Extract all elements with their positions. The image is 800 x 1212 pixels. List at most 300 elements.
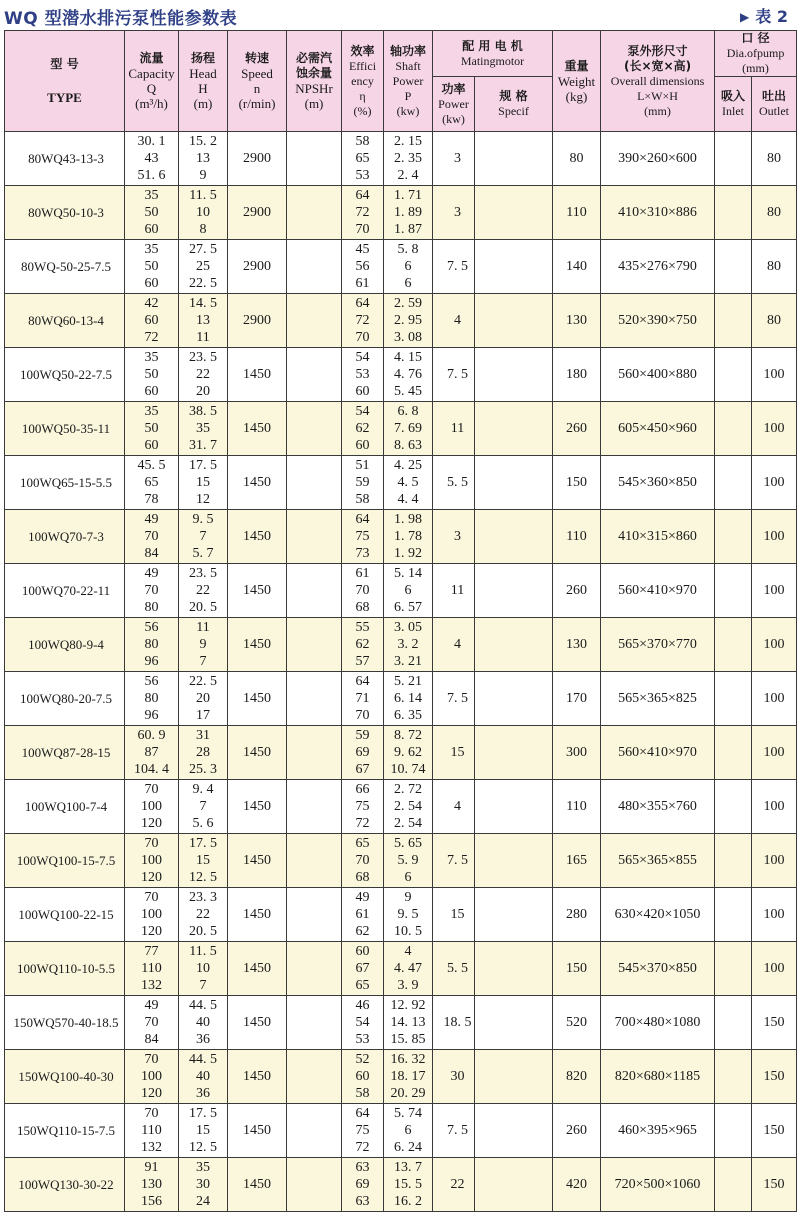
cell-dimensions: 560×410×970: [601, 564, 715, 618]
cell-head-value: 17. 5: [189, 458, 217, 473]
cell-efficiency: [342, 888, 384, 942]
cell-head: [179, 510, 228, 564]
table-row: [5, 564, 797, 618]
cell-efficiency: [342, 294, 384, 348]
cell-efficiency-value: 58: [355, 134, 370, 149]
table-body: [5, 132, 797, 1212]
cell-flow-value: 35: [144, 242, 159, 257]
cell-efficiency-value: 60: [355, 384, 370, 399]
cell-speed: 1450: [228, 672, 287, 726]
cell-dimensions: 560×410×970: [601, 726, 715, 780]
cell-motor-spec: [475, 402, 553, 456]
cell-head-value: 15: [196, 853, 210, 868]
cell-motor-power: 4: [433, 294, 475, 348]
cell-flow-value: 42: [144, 296, 159, 311]
table-row: [5, 834, 797, 888]
cell-head-value: 12. 5: [189, 1140, 217, 1155]
cell-flow-value: 80: [144, 691, 159, 706]
cell-shaft-power-value: 5. 21: [394, 674, 422, 689]
cell-head: [179, 456, 228, 510]
cell-efficiency-value: 64: [355, 188, 370, 203]
cell-speed: 1450: [228, 402, 287, 456]
cell-flow: [125, 240, 179, 294]
cell-weight: 420: [553, 1158, 601, 1212]
cell-efficiency-value: 73: [355, 546, 370, 561]
table-row: [5, 1158, 797, 1212]
cell-shaft-power-value: 8. 72: [394, 728, 422, 743]
cell-outlet: 100: [752, 510, 797, 564]
cell-flow-value: 60: [144, 313, 159, 328]
cell-flow: [125, 294, 179, 348]
cell-outlet: 150: [752, 1158, 797, 1212]
cell-npsh: [287, 834, 342, 888]
cell-efficiency-value: 60: [355, 1069, 370, 1084]
cell-dimensions: 605×450×960: [601, 402, 715, 456]
cell-shaft-power-value: 3. 05: [394, 620, 422, 635]
cell-efficiency: [342, 672, 384, 726]
cell-flow: [125, 348, 179, 402]
cell-efficiency-value: 75: [355, 799, 370, 814]
cell-head-value: 7: [199, 654, 207, 669]
cell-head-value: 36: [196, 1032, 210, 1047]
table-row: [5, 672, 797, 726]
cell-flow-value: 100: [141, 853, 162, 868]
col-motor: 配 用 电 机 Matingmotor: [433, 31, 553, 77]
cell-head-value: 5. 6: [192, 816, 214, 831]
cell-efficiency-value: 53: [355, 367, 370, 382]
cell-flow-value: 84: [144, 1032, 159, 1047]
cell-efficiency-value: 69: [355, 1177, 370, 1192]
cell-head-value: 17. 5: [189, 1106, 217, 1121]
cell-shaft-power: [384, 1158, 433, 1212]
cell-head: [179, 132, 228, 186]
cell-flow-value: 100: [141, 1069, 162, 1084]
cell-head: [179, 402, 228, 456]
cell-shaft-power-value: 20. 29: [390, 1086, 426, 1101]
cell-inlet: [715, 240, 752, 294]
cell-model: 150WQ570-40-18.5: [5, 996, 125, 1050]
cell-shaft-power-value: 10. 74: [390, 762, 426, 777]
cell-flow-value: 80: [144, 600, 159, 615]
cell-head-value: 20. 5: [189, 924, 217, 939]
cell-efficiency-value: 51: [355, 458, 370, 473]
cell-motor-spec: [475, 240, 553, 294]
cell-shaft-power-value: 1. 78: [394, 529, 422, 544]
table-row: [5, 996, 797, 1050]
cell-flow: [125, 618, 179, 672]
cell-shaft-power-value: 4. 4: [397, 492, 419, 507]
table-row: [5, 1050, 797, 1104]
table-row: [5, 402, 797, 456]
cell-outlet: 100: [752, 780, 797, 834]
cell-model: 150WQ110-15-7.5: [5, 1104, 125, 1158]
cell-shaft-power-value: 4. 25: [394, 458, 422, 473]
cell-weight: 300: [553, 726, 601, 780]
cell-npsh: [287, 1104, 342, 1158]
cell-flow-value: 60. 9: [137, 728, 166, 743]
cell-efficiency-value: 70: [355, 583, 370, 598]
table-row: [5, 132, 797, 186]
cell-head-value: 15. 2: [189, 134, 217, 149]
cell-flow-value: 70: [144, 1106, 159, 1121]
col-dimensions: 泵外形尺寸 (长×宽×高) Overall dimensions L×W×H (mm): [601, 31, 715, 132]
cell-efficiency-value: 64: [355, 1106, 370, 1121]
cell-motor-spec: [475, 618, 553, 672]
cell-dimensions: 700×480×1080: [601, 996, 715, 1050]
cell-flow-value: 60: [144, 222, 159, 237]
cell-speed: 1450: [228, 348, 287, 402]
cell-dimensions: 820×680×1185: [601, 1050, 715, 1104]
cell-head-value: 30: [196, 1177, 210, 1192]
cell-model: 80WQ-50-25-7.5: [5, 240, 125, 294]
cell-flow-value: 60: [144, 276, 159, 291]
cell-weight: 180: [553, 348, 601, 402]
cell-flow-value: 70: [144, 890, 159, 905]
cell-speed: 1450: [228, 726, 287, 780]
cell-shaft-power: [384, 726, 433, 780]
cell-motor-spec: [475, 132, 553, 186]
cell-npsh: [287, 1050, 342, 1104]
cell-head-value: 11: [196, 330, 210, 345]
cell-speed: 2900: [228, 240, 287, 294]
cell-motor-spec: [475, 1158, 553, 1212]
cell-speed: 1450: [228, 510, 287, 564]
cell-dimensions: 630×420×1050: [601, 888, 715, 942]
cell-model: 80WQ43-13-3: [5, 132, 125, 186]
cell-motor-power: 5. 5: [433, 942, 475, 996]
table-row: [5, 618, 797, 672]
cell-flow: [125, 1158, 179, 1212]
cell-flow-value: 35: [144, 404, 159, 419]
cell-efficiency-value: 67: [355, 762, 370, 777]
cell-efficiency: [342, 564, 384, 618]
cell-npsh: [287, 1158, 342, 1212]
col-flow: 流量 Capacity Q (m³/h): [125, 31, 179, 132]
cell-efficiency: [342, 618, 384, 672]
cell-head: [179, 726, 228, 780]
cell-efficiency: [342, 1050, 384, 1104]
cell-inlet: [715, 834, 752, 888]
cell-flow-value: 96: [144, 654, 159, 669]
cell-efficiency-value: 49: [355, 890, 370, 905]
cell-shaft-power-value: 1. 71: [394, 188, 422, 203]
cell-head-value: 17. 5: [189, 836, 217, 851]
cell-shaft-power: [384, 510, 433, 564]
cell-head: [179, 348, 228, 402]
cell-head-value: 22: [196, 367, 210, 382]
cell-flow-value: 70: [144, 782, 159, 797]
cell-efficiency-value: 65: [355, 836, 370, 851]
cell-head-value: 5. 7: [192, 546, 214, 561]
cell-shaft-power-value: 1. 89: [394, 205, 422, 220]
cell-model: 80WQ50-10-3: [5, 186, 125, 240]
cell-motor-power: 7. 5: [433, 834, 475, 888]
pump-spec-table: [4, 30, 797, 1212]
cell-shaft-power-value: 6: [404, 583, 412, 598]
cell-outlet: 100: [752, 942, 797, 996]
cell-weight: 110: [553, 780, 601, 834]
cell-shaft-power-value: 5. 9: [397, 853, 419, 868]
cell-head-value: 40: [196, 1069, 210, 1084]
cell-weight: 140: [553, 240, 601, 294]
cell-efficiency-value: 57: [355, 654, 370, 669]
cell-head-value: 25. 3: [189, 762, 217, 777]
cell-efficiency-value: 59: [355, 475, 370, 490]
cell-flow: [125, 780, 179, 834]
cell-npsh: [287, 780, 342, 834]
cell-weight: 130: [553, 618, 601, 672]
cell-efficiency-value: 68: [355, 870, 370, 885]
cell-npsh: [287, 132, 342, 186]
cell-flow-value: 70: [144, 1052, 159, 1067]
cell-head-value: 20: [196, 384, 210, 399]
cell-inlet: [715, 294, 752, 348]
cell-flow: [125, 834, 179, 888]
cell-shaft-power-value: 2. 54: [394, 799, 422, 814]
col-inlet: 吸入 Inlet: [715, 77, 752, 132]
cell-efficiency-value: 61: [355, 566, 370, 581]
cell-flow-value: 100: [141, 907, 162, 922]
table-row: [5, 1104, 797, 1158]
table-number: [740, 4, 788, 27]
table-row: [5, 348, 797, 402]
cell-outlet: 100: [752, 672, 797, 726]
cell-head-value: 35: [196, 1160, 210, 1175]
cell-flow-value: 35: [144, 188, 159, 203]
cell-speed: 1450: [228, 996, 287, 1050]
cell-flow-value: 120: [141, 870, 162, 885]
cell-head-value: 11. 5: [189, 188, 217, 203]
cell-shaft-power-value: 9. 5: [397, 907, 419, 922]
cell-flow-value: 156: [141, 1194, 162, 1209]
cell-head-value: 36: [196, 1086, 210, 1101]
cell-shaft-power-value: 1. 87: [394, 222, 422, 237]
cell-motor-power: 7. 5: [433, 240, 475, 294]
cell-speed: 2900: [228, 294, 287, 348]
cell-head: [179, 294, 228, 348]
cell-efficiency-value: 68: [355, 600, 370, 615]
cell-flow-value: 100: [141, 799, 162, 814]
cell-shaft-power-value: 9. 62: [394, 745, 422, 760]
cell-head-value: 9. 5: [192, 512, 214, 527]
cell-motor-power: 7. 5: [433, 672, 475, 726]
cell-head-value: 23. 5: [189, 566, 217, 581]
cell-weight: 150: [553, 942, 601, 996]
cell-efficiency-value: 71: [355, 691, 370, 706]
cell-shaft-power-value: 13. 7: [394, 1160, 422, 1175]
cell-flow-value: 104. 4: [134, 762, 169, 777]
cell-motor-power: 3: [433, 510, 475, 564]
cell-motor-spec: [475, 348, 553, 402]
table-row: [5, 186, 797, 240]
cell-flow-value: 65: [144, 475, 159, 490]
cell-efficiency: [342, 456, 384, 510]
cell-inlet: [715, 402, 752, 456]
cell-outlet: 100: [752, 726, 797, 780]
cell-shaft-power-value: 2. 72: [394, 782, 422, 797]
cell-dimensions: 565×370×770: [601, 618, 715, 672]
cell-head: [179, 564, 228, 618]
title-bar: [0, 0, 800, 30]
cell-efficiency: [342, 186, 384, 240]
cell-efficiency: [342, 996, 384, 1050]
col-motor-power: 功率 Power (kw): [433, 77, 475, 132]
cell-head: [179, 888, 228, 942]
cell-motor-spec: [475, 726, 553, 780]
cell-outlet: 80: [752, 132, 797, 186]
cell-flow-value: 43: [144, 151, 159, 166]
cell-npsh: [287, 888, 342, 942]
cell-motor-spec: [475, 1104, 553, 1158]
cell-head: [179, 996, 228, 1050]
cell-inlet: [715, 618, 752, 672]
cell-motor-power: 15: [433, 726, 475, 780]
cell-efficiency-value: 70: [355, 222, 370, 237]
cell-flow-value: 91: [144, 1160, 159, 1175]
cell-flow-value: 96: [144, 708, 159, 723]
cell-flow-value: 51. 6: [137, 168, 166, 183]
cell-motor-spec: [475, 186, 553, 240]
col-model: 型 号 TYPE: [5, 31, 125, 132]
cell-efficiency-value: 70: [355, 708, 370, 723]
cell-npsh: [287, 996, 342, 1050]
cell-shaft-power: [384, 294, 433, 348]
cell-efficiency-value: 60: [355, 944, 370, 959]
cell-head-value: 22: [196, 583, 210, 598]
cell-dimensions: 390×260×600: [601, 132, 715, 186]
cell-efficiency-value: 65: [355, 978, 370, 993]
cell-npsh: [287, 456, 342, 510]
cell-head-value: 9: [199, 168, 207, 183]
cell-flow-value: 132: [141, 978, 162, 993]
cell-model: 100WQ87-28-15: [5, 726, 125, 780]
cell-shaft-power: [384, 672, 433, 726]
cell-efficiency-value: 58: [355, 492, 370, 507]
cell-motor-power: 18. 5: [433, 996, 475, 1050]
cell-npsh: [287, 672, 342, 726]
cell-efficiency: [342, 942, 384, 996]
cell-head-value: 22. 5: [189, 276, 217, 291]
cell-head-value: 40: [196, 1015, 210, 1030]
cell-motor-power: 3: [433, 186, 475, 240]
cell-flow: [125, 402, 179, 456]
cell-efficiency-value: 70: [355, 853, 370, 868]
cell-weight: 260: [553, 402, 601, 456]
cell-shaft-power-value: 5. 74: [394, 1106, 422, 1121]
cell-head: [179, 1050, 228, 1104]
cell-head-value: 8: [199, 222, 207, 237]
col-head: 扬程 Head H (m): [179, 31, 228, 132]
cell-npsh: [287, 294, 342, 348]
cell-flow: [125, 510, 179, 564]
cell-npsh: [287, 348, 342, 402]
cell-flow: [125, 132, 179, 186]
cell-shaft-power-value: 7. 69: [394, 421, 422, 436]
cell-motor-spec: [475, 834, 553, 888]
cell-dimensions: 720×500×1060: [601, 1158, 715, 1212]
table-row: [5, 510, 797, 564]
table-row: [5, 240, 797, 294]
cell-model: 100WQ130-30-22: [5, 1158, 125, 1212]
cell-flow: [125, 726, 179, 780]
cell-flow-value: 50: [144, 367, 159, 382]
cell-motor-power: 5. 5: [433, 456, 475, 510]
cell-efficiency: [342, 726, 384, 780]
cell-speed: 1450: [228, 1158, 287, 1212]
col-efficiency: 效率 Effici ency η (%): [342, 31, 384, 132]
cell-head-value: 23. 3: [189, 890, 217, 905]
cell-flow-value: 45. 5: [137, 458, 166, 473]
cell-shaft-power-value: 15. 5: [394, 1177, 422, 1192]
cell-weight: 520: [553, 996, 601, 1050]
cell-head-value: 44. 5: [189, 1052, 217, 1067]
cell-head-value: 25: [196, 259, 210, 274]
cell-speed: 2900: [228, 186, 287, 240]
cell-shaft-power-value: 10. 5: [394, 924, 422, 939]
cell-head: [179, 672, 228, 726]
cell-shaft-power-value: 5. 65: [394, 836, 422, 851]
cell-shaft-power-value: 14. 13: [390, 1015, 426, 1030]
cell-efficiency-value: 69: [355, 745, 370, 760]
cell-efficiency-value: 60: [355, 438, 370, 453]
cell-outlet: 150: [752, 1050, 797, 1104]
cell-shaft-power: [384, 1104, 433, 1158]
cell-flow-value: 70: [144, 836, 159, 851]
cell-head-value: 7: [199, 529, 207, 544]
cell-motor-spec: [475, 780, 553, 834]
cell-head-value: 14. 5: [189, 296, 217, 311]
cell-motor-power: 4: [433, 618, 475, 672]
cell-flow-value: 130: [141, 1177, 162, 1192]
cell-outlet: 100: [752, 888, 797, 942]
cell-flow-value: 84: [144, 546, 159, 561]
cell-efficiency-value: 75: [355, 1123, 370, 1138]
cell-speed: 1450: [228, 888, 287, 942]
cell-efficiency-value: 62: [355, 924, 370, 939]
cell-shaft-power: [384, 132, 433, 186]
cell-shaft-power-value: 6. 24: [394, 1140, 422, 1155]
cell-motor-spec: [475, 888, 553, 942]
cell-inlet: [715, 672, 752, 726]
cell-dimensions: 560×400×880: [601, 348, 715, 402]
cell-head-value: 12: [196, 492, 210, 507]
cell-shaft-power-value: 12. 92: [390, 998, 426, 1013]
cell-head-value: 10: [196, 961, 210, 976]
cell-head-value: 22: [196, 907, 210, 922]
cell-weight: 130: [553, 294, 601, 348]
cell-motor-spec: [475, 510, 553, 564]
cell-shaft-power-value: 4. 76: [394, 367, 422, 382]
cell-shaft-power-value: 2. 54: [394, 816, 422, 831]
cell-shaft-power-value: 3. 9: [397, 978, 419, 993]
cell-speed: 1450: [228, 1104, 287, 1158]
cell-flow-value: 50: [144, 259, 159, 274]
cell-model: 100WQ100-15-7.5: [5, 834, 125, 888]
cell-model: 100WQ50-35-11: [5, 402, 125, 456]
cell-motor-power: 11: [433, 564, 475, 618]
cell-inlet: [715, 726, 752, 780]
cell-flow-value: 120: [141, 1086, 162, 1101]
cell-shaft-power-value: 6. 14: [394, 691, 422, 706]
cell-flow-value: 77: [144, 944, 159, 959]
cell-efficiency-value: 58: [355, 1086, 370, 1101]
cell-shaft-power-value: 2. 15: [394, 134, 422, 149]
cell-shaft-power-value: 6. 35: [394, 708, 422, 723]
cell-motor-power: 4: [433, 780, 475, 834]
triangle-right-icon: ▶: [740, 10, 750, 24]
cell-dimensions: 545×360×850: [601, 456, 715, 510]
cell-efficiency-value: 54: [355, 1015, 370, 1030]
